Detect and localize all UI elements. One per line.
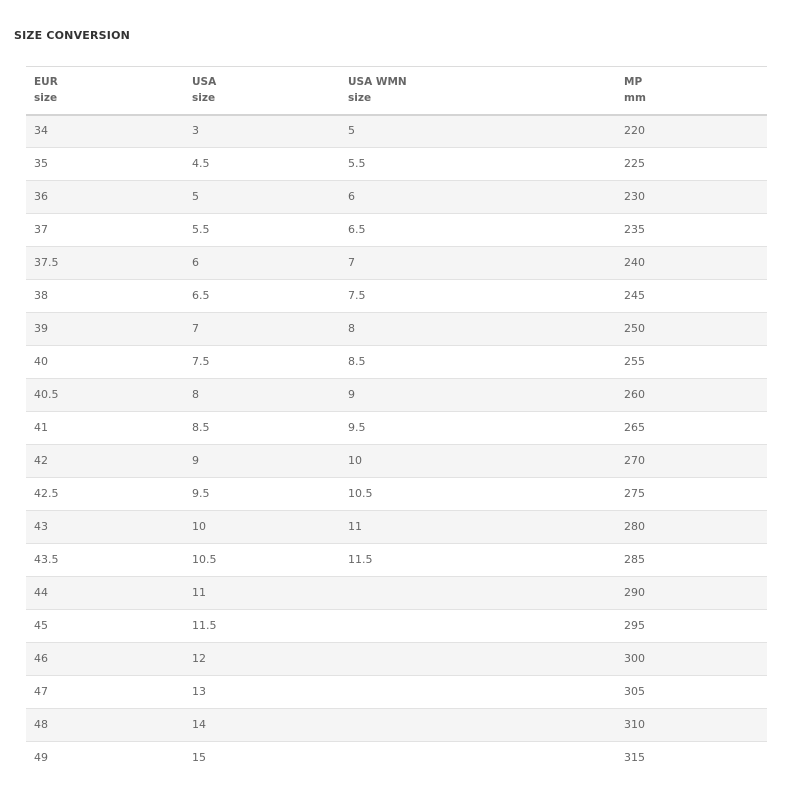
eur-size-cell: 43.5 xyxy=(34,553,59,566)
eur-size-cell: 45 xyxy=(34,619,48,632)
eur-size-cell: 40 xyxy=(34,355,48,368)
header-row xyxy=(26,67,767,115)
mp-mm-cell: 230 xyxy=(624,190,645,203)
usa-wmn-size-cell: 11.5 xyxy=(348,553,373,566)
usa-wmn-size-cell xyxy=(340,709,616,742)
table-row xyxy=(26,313,767,346)
eur-size-cell: 44 xyxy=(34,586,48,599)
table-row xyxy=(26,445,767,478)
table-row xyxy=(26,643,767,676)
usa-size-cell: 6.5 xyxy=(192,289,210,302)
mp-mm-cell: 295 xyxy=(624,619,645,632)
usa-size-cell: 3 xyxy=(192,124,199,138)
table-row xyxy=(26,610,767,643)
mp-mm-cell: 255 xyxy=(624,355,645,368)
usa-wmn-size-cell: 5.5 xyxy=(348,157,366,170)
usa-size-cell: 8.5 xyxy=(192,421,210,434)
mp-mm-cell: 290 xyxy=(624,586,645,599)
mp-mm-cell: 275 xyxy=(624,487,645,500)
eur-size-cell: 40.5 xyxy=(34,388,59,401)
usa-size-cell: 5.5 xyxy=(192,223,210,236)
column-header-eur xyxy=(26,67,184,115)
table-row xyxy=(26,676,767,709)
size-conversion-table xyxy=(26,66,767,775)
mp-mm-cell: 305 xyxy=(624,685,645,698)
column-header-line1: USA WMN xyxy=(348,76,407,88)
column-header-line1: USA xyxy=(192,76,217,88)
eur-size-cell: 41 xyxy=(34,421,48,434)
table-row xyxy=(26,544,767,577)
mp-mm-cell: 285 xyxy=(624,553,645,566)
mp-mm-cell: 240 xyxy=(624,256,645,269)
mp-mm-cell: 250 xyxy=(624,322,645,335)
usa-wmn-size-cell: 6 xyxy=(348,190,355,203)
eur-size-cell: 42 xyxy=(34,454,48,467)
eur-size-cell: 36 xyxy=(34,190,48,203)
usa-size-cell: 10.5 xyxy=(192,553,217,566)
eur-size-cell: 37.5 xyxy=(34,256,59,269)
table-row xyxy=(26,511,767,544)
usa-wmn-size-cell xyxy=(340,577,616,610)
usa-wmn-size-cell: 8 xyxy=(348,322,355,335)
column-header-line1: EUR xyxy=(34,76,58,88)
usa-wmn-size-cell: 7 xyxy=(348,256,355,269)
usa-size-cell: 4.5 xyxy=(192,157,210,170)
usa-wmn-size-cell xyxy=(340,643,616,676)
mp-mm-cell: 245 xyxy=(624,289,645,302)
table-row xyxy=(26,214,767,247)
mp-mm-cell: 220 xyxy=(624,124,645,138)
eur-size-cell: 47 xyxy=(34,685,48,698)
usa-size-cell: 11 xyxy=(192,586,206,599)
table-row xyxy=(26,115,767,148)
usa-wmn-size-cell: 9.5 xyxy=(348,421,366,434)
mp-mm-cell: 225 xyxy=(624,157,645,170)
table-row xyxy=(26,412,767,445)
table-row xyxy=(26,379,767,412)
usa-wmn-size-cell: 10.5 xyxy=(348,487,373,500)
eur-size-cell: 42.5 xyxy=(34,487,59,500)
usa-size-cell: 7.5 xyxy=(192,355,210,368)
usa-wmn-size-cell: 11 xyxy=(348,520,362,533)
usa-size-cell: 12 xyxy=(192,652,206,665)
mp-mm-cell: 300 xyxy=(624,652,645,665)
column-header-line2: size xyxy=(192,92,216,104)
table-row xyxy=(26,742,767,775)
usa-size-cell: 8 xyxy=(192,388,199,401)
usa-wmn-size-cell: 9 xyxy=(348,388,355,401)
usa-wmn-size-cell xyxy=(340,676,616,709)
eur-size-cell: 48 xyxy=(34,718,48,731)
usa-wmn-size-cell xyxy=(340,610,616,643)
usa-size-cell: 15 xyxy=(192,751,206,765)
mp-mm-cell: 315 xyxy=(624,751,645,765)
mp-mm-cell: 280 xyxy=(624,520,645,533)
usa-wmn-size-cell: 10 xyxy=(348,454,362,467)
eur-size-cell: 43 xyxy=(34,520,48,533)
table-row xyxy=(26,148,767,181)
table-row xyxy=(26,247,767,280)
mp-mm-cell: 270 xyxy=(624,454,645,467)
usa-size-cell: 5 xyxy=(192,190,199,203)
table-header xyxy=(26,67,767,115)
usa-size-cell: 9 xyxy=(192,454,199,467)
table-row xyxy=(26,346,767,379)
table-row xyxy=(26,577,767,610)
usa-size-cell: 9.5 xyxy=(192,487,210,500)
usa-wmn-size-cell: 6.5 xyxy=(348,223,366,236)
column-header-usa-wmn xyxy=(340,67,616,115)
eur-size-cell: 35 xyxy=(34,157,48,170)
usa-wmn-size-cell: 8.5 xyxy=(348,355,366,368)
usa-size-cell: 14 xyxy=(192,718,206,731)
mp-mm-cell: 310 xyxy=(624,718,645,731)
mp-mm-cell: 260 xyxy=(624,388,645,401)
table-row xyxy=(26,181,767,214)
usa-wmn-size-cell xyxy=(340,742,616,775)
mp-mm-cell: 265 xyxy=(624,421,645,434)
usa-size-cell: 6 xyxy=(192,256,199,269)
usa-size-cell: 11.5 xyxy=(192,619,217,632)
eur-size-cell: 37 xyxy=(34,223,48,236)
column-header-line2: size xyxy=(348,92,372,104)
column-header-line1: MP xyxy=(624,76,643,88)
table-body xyxy=(26,115,767,775)
usa-size-cell: 10 xyxy=(192,520,206,533)
column-header-usa xyxy=(184,67,340,115)
eur-size-cell: 34 xyxy=(34,124,48,138)
column-header-mp xyxy=(616,67,767,115)
eur-size-cell: 39 xyxy=(34,322,48,335)
column-header-line2: mm xyxy=(624,92,646,104)
usa-size-cell: 13 xyxy=(192,685,206,698)
usa-wmn-size-cell: 5 xyxy=(348,124,355,138)
table-row xyxy=(26,478,767,511)
column-header-line2: size xyxy=(34,92,58,104)
usa-size-cell: 7 xyxy=(192,322,199,335)
eur-size-cell: 38 xyxy=(34,289,48,302)
table-row xyxy=(26,280,767,313)
eur-size-cell: 49 xyxy=(34,751,48,765)
mp-mm-cell: 235 xyxy=(624,223,645,236)
table-row xyxy=(26,709,767,742)
usa-wmn-size-cell: 7.5 xyxy=(348,289,366,302)
eur-size-cell: 46 xyxy=(34,652,48,665)
page-title: SIZE CONVERSION xyxy=(14,29,131,42)
